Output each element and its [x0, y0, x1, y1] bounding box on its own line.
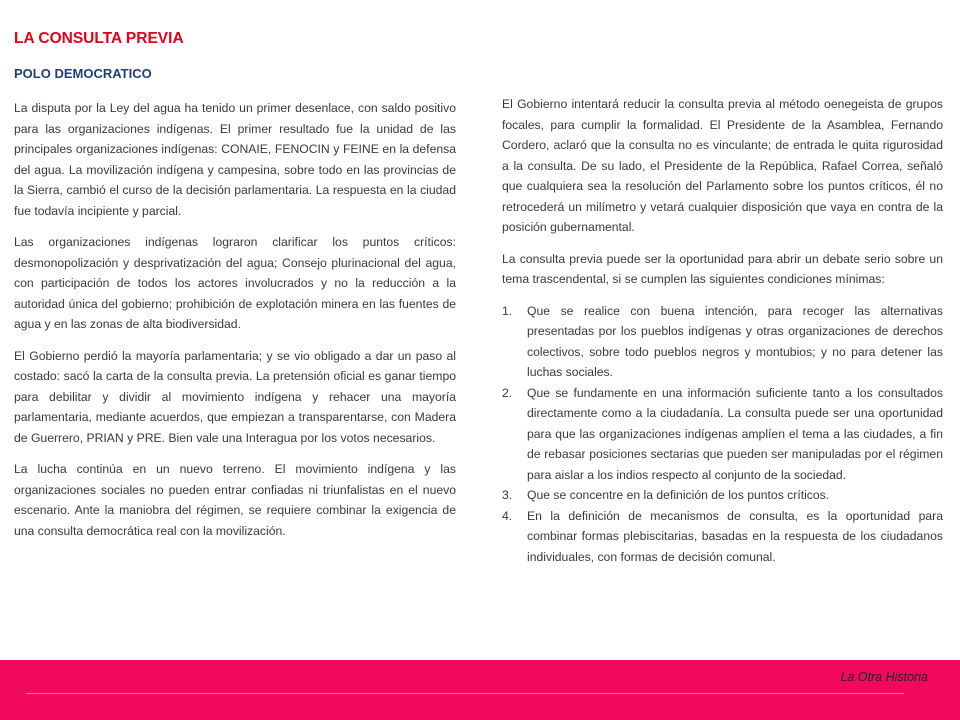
footer-text: La Otra Historia: [840, 670, 928, 684]
right-column: [502, 94, 943, 567]
list-number: 1.: [502, 303, 513, 318]
list-item-text: Que se concentre en la definición de los puntos críticos.: [527, 488, 830, 502]
list-item-text: En la definición de mecanismos de consulta, es la oportunidad para combinar formas plebiscitarias, basadas en la respuesta de los ciudadanos individuales, con formas de decisión comunal.: [527, 508, 943, 564]
paragraph: El Gobierno intentará reducir la consulta previa al método oenegeista de grupos focales, para cumplir la formalidad. El Presidente de la Asamblea, Fernando Cordero, aclaró que la consulta no es vinculante; de entrada le quita rigurosidad a la consulta. De su lado, el Presidente de la República, Rafael Correa, señaló que cualquiera sea la resolución del Parlamento sobre los puntos críticos, él no retrocederá un milímetro y vetará cualquier disposición que vaya en contra de la posición gubernamental.: [502, 97, 943, 234]
footer-bar: [0, 660, 960, 720]
list-number: 4.: [502, 508, 513, 523]
conditions-list: [502, 301, 943, 568]
list-item: [502, 485, 943, 506]
paragraph: La disputa por la Ley del agua ha tenido un primer desenlace, con saldo positivo para las organizaciones indígenas. El primer resultado fue la unidad de las principales organizaciones indígenas: CONAIE, FENOCIN y FEINE en la defensa del agua. La movilización indígena y campesina, sobre todo en las provincias de la Sierra, cambió el curso de la decisión parlamentaria. La respuesta en la ciudad fue todavía incipiente y parcial.: [14, 101, 456, 218]
footer-divider: [26, 693, 904, 694]
list-number: 3.: [502, 488, 513, 502]
list-item: [502, 383, 943, 486]
list-item-text: Que se fundamente en una información suficiente tanto a los consultados directamente como a la ciudadanía. La consulta puede ser una oportunidad para que las organizaciones indígenas amplíen el tema a las ciudades, a fin de rebasar posiciones sectarias que pueden ser manipuladas por el régimen para aislar a los indios respecto al conjunto de la sociedad.: [527, 385, 943, 482]
document-subtitle: POLO DEMOCRATICO: [14, 66, 152, 81]
list-item-text: Que se realice con buena intención, para recoger las alternativas presentadas por los pueblos indígenas y otras organizaciones de derechos colectivos, sobre todo pueblos negros y montubios; y no para detener las luchas sociales.: [527, 303, 943, 379]
list-item: [502, 301, 943, 383]
list-item: [502, 506, 943, 568]
left-column: [14, 98, 456, 552]
paragraph: La lucha continúa en un nuevo terreno. El movimiento indígena y las organizaciones sociales no pueden entrar confiadas ni triunfalistas en el nuevo escenario. Ante la maniobra del régimen, se requiere combinar la exigencia de una consulta democrática real con la movilización.: [14, 462, 456, 538]
document-title: LA CONSULTA PREVIA: [14, 30, 184, 47]
paragraph: Las organizaciones indígenas lograron clarificar los puntos críticos: desmonopolización y desprivatización del agua; Consejo plurinacional del agua, con participación de todos los actores involucrados y no la reducción a la autoridad única del gobierno; prohibición de explotación minera en las fuentes de agua y en las zonas de alta biodiversidad.: [14, 235, 456, 331]
paragraph: La consulta previa puede ser la oportunidad para abrir un debate serio sobre un tema trascendental, si se cumplen las siguientes condiciones mínimas:: [502, 251, 943, 286]
paragraph: El Gobierno perdió la mayoría parlamentaria; y se vio obligado a dar un paso al costado: sacó la carta de la consulta previa. La pretensión oficial es ganar tiempo para debilitar y dividir al movimiento indígena y rehacer una mayoría parlamentaria, mediante acuerdos, que empiezan a transparentarse, con Madera de Guerrero, PRIAN y PRE. Bien vale una Interagua por los votos necesarios.: [14, 348, 456, 445]
list-number: 2.: [502, 385, 513, 400]
